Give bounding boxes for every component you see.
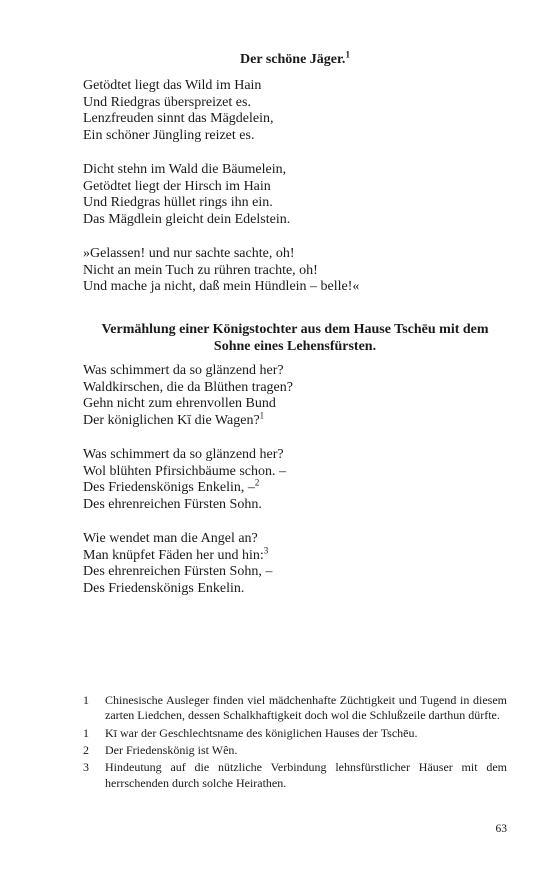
poem2-stanza-3 xyxy=(83,531,507,598)
verse-line: Getödtet liegt der Hirsch im Hain xyxy=(83,178,271,194)
footnote-text: Der Friedenskönig ist Wên. xyxy=(105,742,238,757)
footnote-number: 1 xyxy=(83,725,89,740)
verse-line: Und Riedgras hüllet rings ihn ein. xyxy=(83,195,273,211)
poem1-stanza-2 xyxy=(83,162,507,229)
poem2-stanza-1 xyxy=(83,363,507,430)
footnote xyxy=(83,743,507,758)
verse-line: Ein schöner Jüngling reizet es. xyxy=(83,128,255,144)
footnote-text: Hindeutung auf die nützliche Verbindung lehnsfürstlicher Häuser mit dem herrschenden durch solche Heirathen. xyxy=(105,760,507,790)
poem1-stanza-3 xyxy=(83,246,507,296)
verse-line: Das Mägdlein gleicht dein Edelstein. xyxy=(83,212,291,228)
verse-line: Gehn nicht zum ehrenvollen Bund xyxy=(83,396,276,412)
verse-line: Und mache ja nicht, daß mein Hündlein – belle!« xyxy=(83,279,360,295)
footnote xyxy=(83,726,507,741)
footnote-number: 3 xyxy=(83,760,89,775)
footnotes xyxy=(83,693,507,793)
verse-line: Des ehrenreichen Fürsten Sohn, – xyxy=(83,564,273,580)
poem2-stanza-2 xyxy=(83,447,507,514)
footnote xyxy=(83,760,507,790)
verse-line: Wol blühten Pfirsichbäume schon. – xyxy=(83,463,287,479)
footnote-text: Kī war der Geschlechtsname des königlichen Hauses der Tschēu. xyxy=(105,725,418,740)
verse-line: Der königlichen Kī die Wagen?$^1$ xyxy=(83,410,265,429)
poem1-title: Der schöne Jäger.$^1$ xyxy=(240,49,350,67)
verse-line: Wie wendet man die Angel an? xyxy=(83,531,258,546)
poem2-title-line2: Sohne eines Lehensfürsten. xyxy=(213,339,377,354)
verse-line: Nicht an mein Tuch zu rühren trachte, oh! xyxy=(83,262,318,278)
verse-line: Dicht stehn im Wald die Bäumelein, xyxy=(83,162,287,177)
verse-line: Man knüpfet Fäden her und hin:$^3$ xyxy=(83,545,269,563)
footnote-ref: 1 xyxy=(345,49,350,60)
footnote-text: Chinesische Ausleger finden viel mädchenhafte Züchtigkeit und Tugend in diesem zarten Liedchen, dessen Schalkhaftigkeit doch wol die Schlußzeile darthun dürfte. xyxy=(105,693,507,723)
verse-line: Getödtet liegt das Wild im Hain xyxy=(83,78,262,93)
footnote-ref: 2 xyxy=(254,477,260,488)
verse-line: Des Friedenskönigs Enkelin, –$^2$ xyxy=(83,477,260,496)
poem2-title xyxy=(83,321,507,355)
verse-line: Waldkirschen, die da Blüthen tragen? xyxy=(83,379,293,395)
page-number: 63 xyxy=(495,823,507,835)
poem1-stanza-1 xyxy=(83,78,507,145)
verse-line: Lenzfreuden sinnt das Mägdelein, xyxy=(83,111,274,127)
verse-line: Und Riedgras überspreizet es. xyxy=(83,94,251,110)
verse-line: Was schimmert da so glänzend her? xyxy=(83,363,284,378)
verse-line: »Gelassen! und nur sachte sachte, oh! xyxy=(83,246,295,261)
footnote-ref: 1 xyxy=(259,410,265,421)
poem2-title-line1: Vermählung einer Königstochter aus dem Hause Tschēu mit dem xyxy=(101,322,489,337)
verse-line: Des ehrenreichen Fürsten Sohn. xyxy=(83,497,262,513)
footnote xyxy=(83,693,507,723)
footnote-number: 1 xyxy=(83,693,89,707)
footnote-number: 2 xyxy=(83,742,89,757)
verse-line: Was schimmert da so glänzend her? xyxy=(83,447,284,462)
verse-line: Des Friedenskönigs Enkelin. xyxy=(83,581,245,597)
footnote-ref: 3 xyxy=(263,545,269,556)
